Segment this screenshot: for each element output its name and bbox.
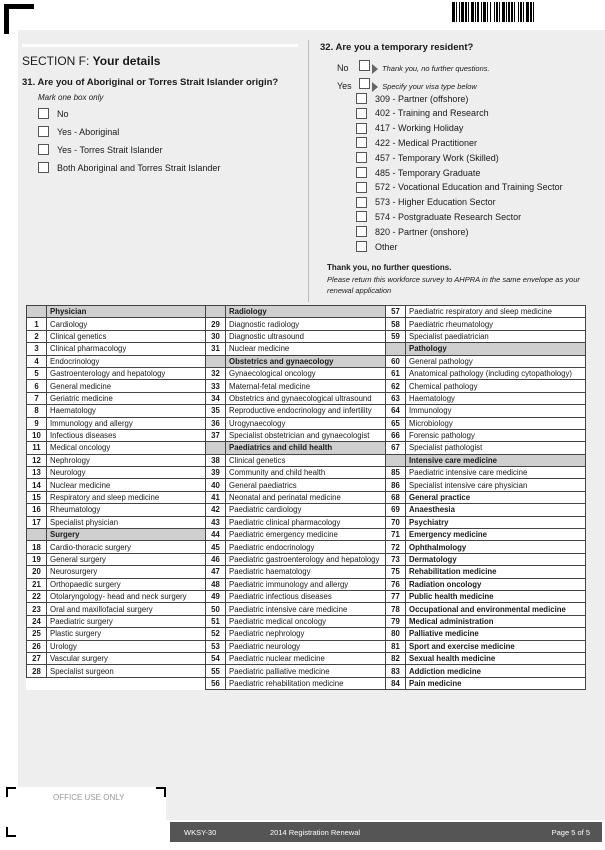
table-row — [27, 306, 586, 318]
visa-option[interactable]: 572 - Vocational Education and Training Sector — [356, 182, 563, 193]
specialty-code: 81 — [386, 640, 406, 652]
specialty-code: 21 — [27, 578, 47, 590]
specialty-code: 72 — [386, 541, 406, 553]
footer-bar — [170, 822, 602, 842]
specialty-name: Microbiology — [406, 417, 586, 429]
specialty-code: 3 — [27, 343, 47, 355]
checkbox[interactable] — [356, 211, 367, 222]
specialty-code: 38 — [206, 454, 226, 466]
barcode — [452, 2, 602, 22]
specialty-code: 4 — [27, 355, 47, 367]
question-31: 31. Are you of Aboriginal or Torres Strait Islander origin? — [22, 77, 279, 88]
specialty-name: Clinical genetics — [226, 454, 386, 466]
specialty-name: Paediatric endocrinology — [226, 541, 386, 553]
specialty-code: 80 — [386, 628, 406, 640]
specialty-code: 16 — [27, 504, 47, 516]
specialty-name: Paediatric emergency medicine — [226, 529, 386, 541]
checkbox[interactable] — [356, 167, 367, 178]
checkbox[interactable] — [356, 197, 367, 208]
table-row — [27, 355, 586, 367]
specialty-name: Occupational and environmental medicine — [406, 603, 586, 615]
table-row — [27, 628, 586, 640]
specialty-name: General surgery — [47, 553, 206, 565]
specialty-name: Forensic pathology — [406, 429, 586, 441]
table-row — [27, 553, 586, 565]
table-row — [27, 640, 586, 652]
specialty-name: Paediatric palliative medicine — [226, 665, 386, 677]
specialty-name: Specialist pathologist — [406, 442, 586, 454]
specialty-name: Paediatric surgery — [47, 615, 206, 627]
specialty-code: 33 — [206, 380, 226, 392]
specialty-group-header: Surgery — [47, 529, 206, 541]
specialty-code: 49 — [206, 590, 226, 602]
arrow-icon — [372, 82, 378, 92]
specialty-name: Pain medicine — [406, 677, 586, 689]
specialty-name: Ophthalmology — [406, 541, 586, 553]
specialty-name: Otolaryngology- head and neck surgery — [47, 590, 206, 602]
specialty-code: 82 — [386, 652, 406, 664]
specialty-name: Paediatric nephrology — [226, 628, 386, 640]
visa-option[interactable]: 573 - Higher Education Sector — [356, 197, 496, 208]
specialty-code: 50 — [206, 603, 226, 615]
specialty-code: 76 — [386, 578, 406, 590]
specialty-code: 59 — [386, 330, 406, 342]
specialty-name: Paediatric neurology — [226, 640, 386, 652]
specialty-code: 29 — [206, 318, 226, 330]
specialty-name: Sport and exercise medicine — [406, 640, 586, 652]
specialty-code: 71 — [386, 529, 406, 541]
table-row — [27, 578, 586, 590]
specialty-name: Cardio-thoracic surgery — [47, 541, 206, 553]
specialty-code: 47 — [206, 566, 226, 578]
specialty-name: Obstetrics and gynaecological ultrasound — [226, 392, 386, 404]
specialty-code: 41 — [206, 491, 226, 503]
thanks-text: Thank you, no further questions. — [327, 263, 452, 272]
specialty-name: Rheumatology — [47, 504, 206, 516]
specialty-code: 13 — [27, 467, 47, 479]
specialty-name: Paediatric infectious diseases — [226, 590, 386, 602]
specialty-code: 56 — [206, 677, 226, 689]
specialty-code: 7 — [27, 392, 47, 404]
specialty-name: Addiction medicine — [406, 665, 586, 677]
specialty-code: 57 — [386, 306, 406, 318]
specialty-name: Endocrinology — [47, 355, 206, 367]
specialty-name: Sexual health medicine — [406, 652, 586, 664]
specialty-code: 79 — [386, 615, 406, 627]
table-row — [27, 454, 586, 466]
specialty-code: 86 — [386, 479, 406, 491]
specialty-name: Medical administration — [406, 615, 586, 627]
specialty-name: Neonatal and perinatal medicine — [226, 491, 386, 503]
checkbox[interactable] — [38, 108, 49, 119]
specialty-name: Urology — [47, 640, 206, 652]
specialty-name: Paediatric immunology and allergy — [226, 578, 386, 590]
specialty-name: Psychiatry — [406, 516, 586, 528]
checkbox-no[interactable] — [359, 60, 370, 71]
specialty-code: 22 — [27, 590, 47, 602]
visa-option[interactable]: 309 - Partner (offshore) — [356, 93, 468, 104]
office-use-label: OFFICE USE ONLY — [53, 793, 125, 802]
specialty-name: Paediatric respiratory and sleep medicine — [406, 306, 586, 318]
specialty-name: Gastroenterology and hepatology — [47, 367, 206, 379]
checkbox[interactable] — [356, 137, 367, 148]
specialty-name: Haematology — [47, 405, 206, 417]
specialty-name: Respiratory and sleep medicine — [47, 491, 206, 503]
table-row — [27, 491, 586, 503]
specialty-code: 9 — [27, 417, 47, 429]
specialty-code: 48 — [206, 578, 226, 590]
specialty-name: Gynaecological oncology — [226, 367, 386, 379]
form-code: WKSY-30 — [184, 828, 217, 837]
table-row — [27, 330, 586, 342]
table-row — [27, 529, 586, 541]
section-title: SECTION F: Your details — [22, 54, 161, 68]
option-torres-strait[interactable]: Yes - Torres Strait Islander — [38, 144, 163, 155]
specialty-code: 15 — [27, 491, 47, 503]
specialty-code: 85 — [386, 467, 406, 479]
specialty-code — [206, 355, 226, 367]
specialty-code: 58 — [386, 318, 406, 330]
specialty-name: Chemical pathology — [406, 380, 586, 392]
specialty-code: 84 — [386, 677, 406, 689]
specialty-name: Paediatric haematology — [226, 566, 386, 578]
specialty-code: 44 — [206, 529, 226, 541]
table-row — [27, 652, 586, 664]
table-row — [27, 343, 586, 355]
specialty-code: 73 — [386, 553, 406, 565]
specialty-code: 60 — [386, 355, 406, 367]
specialty-code: 10 — [27, 429, 47, 441]
checkbox[interactable] — [356, 123, 367, 134]
specialty-code — [386, 343, 406, 355]
table-row — [27, 417, 586, 429]
specialty-name: Specialist intensive care physician — [406, 479, 586, 491]
specialty-code: 14 — [27, 479, 47, 491]
table-row — [27, 479, 586, 491]
specialty-name: Urogynaecology — [226, 417, 386, 429]
specialty-name: Community and child health — [226, 467, 386, 479]
specialty-code: 39 — [206, 467, 226, 479]
specialty-code — [386, 454, 406, 466]
specialty-table — [26, 305, 586, 690]
specialty-code: 43 — [206, 516, 226, 528]
specialty-group-header: Physician — [47, 306, 206, 318]
specialty-name: Palliative medicine — [406, 628, 586, 640]
specialty-name: Oral and maxillofacial surgery — [47, 603, 206, 615]
specialty-code: 46 — [206, 553, 226, 565]
checkbox[interactable] — [356, 152, 367, 163]
table-row — [27, 504, 586, 516]
visa-option[interactable]: Other — [356, 241, 398, 252]
specialty-name: Haematology — [406, 392, 586, 404]
specialty-code — [206, 442, 226, 454]
table-row — [27, 467, 586, 479]
specialty-name: Rehabilitation medicine — [406, 566, 586, 578]
specialty-code: 28 — [27, 665, 47, 677]
office-use-box — [6, 787, 166, 837]
table-row — [27, 566, 586, 578]
specialty-code: 83 — [386, 665, 406, 677]
option-no[interactable]: No — [38, 108, 69, 119]
specialty-code: 2 — [27, 330, 47, 342]
table-row — [27, 615, 586, 627]
specialty-code: 23 — [27, 603, 47, 615]
table-row — [27, 541, 586, 553]
checkbox[interactable] — [356, 93, 367, 104]
specialty-name: Paediatric gastroenterology and hepatology — [226, 553, 386, 565]
specialty-name: Geriatric medicine — [47, 392, 206, 404]
page-number: Page 5 of 5 — [551, 828, 590, 837]
specialty-code: 55 — [206, 665, 226, 677]
specialty-code: 35 — [206, 405, 226, 417]
specialty-code: 62 — [386, 380, 406, 392]
specialty-code: 32 — [206, 367, 226, 379]
specialty-name: Clinical genetics — [47, 330, 206, 342]
specialty-name: Reproductive endocrinology and infertility — [226, 405, 386, 417]
specialty-code: 68 — [386, 491, 406, 503]
specialty-name: Diagnostic ultrasound — [226, 330, 386, 342]
specialty-code: 66 — [386, 429, 406, 441]
checkbox[interactable] — [356, 226, 367, 237]
specialty-code: 26 — [27, 640, 47, 652]
specialty-name: Paediatric clinical pharmacology — [226, 516, 386, 528]
option-aboriginal[interactable]: Yes - Aboriginal — [38, 126, 119, 137]
specialty-code: 31 — [206, 343, 226, 355]
visa-option[interactable]: 820 - Partner (onshore) — [356, 226, 469, 237]
specialty-name: Radiation oncology — [406, 578, 586, 590]
form-title: 2014 Registration Renewal — [270, 828, 361, 837]
table-row — [27, 442, 586, 454]
specialty-code: 64 — [386, 405, 406, 417]
specialty-name: Paediatric cardiology — [226, 504, 386, 516]
section-divider — [22, 44, 298, 47]
table-row — [27, 318, 586, 330]
specialty-code: 51 — [206, 615, 226, 627]
specialty-code — [27, 306, 47, 318]
visa-option[interactable]: 457 - Temporary Work (Skilled) — [356, 152, 499, 163]
specialty-name: Plastic surgery — [47, 628, 206, 640]
specialty-code: 63 — [386, 392, 406, 404]
specialty-group-header: Radiology — [226, 306, 386, 318]
specialty-code: 25 — [27, 628, 47, 640]
specialty-code: 8 — [27, 405, 47, 417]
specialty-name: Diagnostic radiology — [226, 318, 386, 330]
table-row — [27, 405, 586, 417]
specialty-code — [27, 529, 47, 541]
specialty-name: Specialist paediatrician — [406, 330, 586, 342]
table-row — [27, 516, 586, 528]
checkbox-yes[interactable] — [359, 78, 370, 89]
specialty-name: Nephrology — [47, 454, 206, 466]
specialty-name: Emergency medicine — [406, 529, 586, 541]
specialty-name: Nuclear medicine — [47, 479, 206, 491]
specialty-code: 34 — [206, 392, 226, 404]
specialty-code: 77 — [386, 590, 406, 602]
no-row[interactable]: No Thank you, no further questions. — [337, 60, 490, 74]
table-row — [27, 677, 586, 689]
table-row — [27, 429, 586, 441]
specialty-name: Cardiology — [47, 318, 206, 330]
arrow-icon — [372, 64, 378, 74]
specialty-name: General practice — [406, 491, 586, 503]
specialty-name: General paediatrics — [226, 479, 386, 491]
specialty-code: 24 — [27, 615, 47, 627]
specialty-code: 18 — [27, 541, 47, 553]
specialty-code: 61 — [386, 367, 406, 379]
checkbox[interactable] — [38, 126, 49, 137]
specialty-code: 6 — [27, 380, 47, 392]
specialty-name: Clinical pharmacology — [47, 343, 206, 355]
visa-option[interactable]: 574 - Postgraduate Research Sector — [356, 211, 521, 222]
specialty-name: Specialist obstetrician and gynaecologist — [226, 429, 386, 441]
specialty-name: Public health medicine — [406, 590, 586, 602]
specialty-code: 53 — [206, 640, 226, 652]
table-row — [27, 392, 586, 404]
specialty-name: Paediatric rehabilitation medicine — [226, 677, 386, 689]
checkbox[interactable] — [38, 144, 49, 155]
specialty-group-header: Obstetrics and gynaecology — [226, 355, 386, 367]
specialty-code: 27 — [27, 652, 47, 664]
visa-option[interactable]: 422 - Medical Practitioner — [356, 137, 477, 148]
specialty-code: 70 — [386, 516, 406, 528]
specialty-code: 69 — [386, 504, 406, 516]
specialty-name: Neurology — [47, 467, 206, 479]
specialty-code: 75 — [386, 566, 406, 578]
specialty-name: Anatomical pathology (including cytopathology) — [406, 367, 586, 379]
checkbox[interactable] — [38, 162, 49, 173]
specialty-code: 45 — [206, 541, 226, 553]
table-row — [27, 603, 586, 615]
specialty-name: Immunology and allergy — [47, 417, 206, 429]
specialty-code: 1 — [27, 318, 47, 330]
return-note: Please return this workforce survey to AHPRA in the same envelope as your renewal application — [327, 275, 580, 295]
specialty-name: Neurosurgery — [47, 566, 206, 578]
table-row — [27, 665, 586, 677]
specialty-name: Paediatric nuclear medicine — [226, 652, 386, 664]
table-row — [27, 367, 586, 379]
specialty-code: 37 — [206, 429, 226, 441]
specialty-code: 11 — [27, 442, 47, 454]
option-both[interactable]: Both Aboriginal and Torres Strait Islander — [38, 162, 220, 173]
visa-option[interactable]: 417 - Working Holiday — [356, 123, 463, 134]
question-31-hint: Mark one box only — [38, 93, 104, 102]
specialty-code: 52 — [206, 628, 226, 640]
specialty-name: Medical oncology — [47, 442, 206, 454]
specialty-name: Specialist surgeon — [47, 665, 206, 677]
specialty-name: Paediatric medical oncology — [226, 615, 386, 627]
yes-row[interactable]: Yes Specify your visa type below — [337, 78, 477, 92]
question-32: 32. Are you a temporary resident? — [320, 42, 474, 53]
specialty-code: 42 — [206, 504, 226, 516]
specialty-code: 54 — [206, 652, 226, 664]
specialty-code: 78 — [386, 603, 406, 615]
specialty-code: 36 — [206, 417, 226, 429]
specialty-code — [206, 306, 226, 318]
specialty-code: 20 — [27, 566, 47, 578]
specialty-name: Maternal-fetal medicine — [226, 380, 386, 392]
checkbox[interactable] — [356, 182, 367, 193]
specialty-name: Immunology — [406, 405, 586, 417]
specialty-name: Vascular surgery — [47, 652, 206, 664]
specialty-name: Specialist physician — [47, 516, 206, 528]
specialty-name: Anaesthesia — [406, 504, 586, 516]
specialty-name: Nuclear medicine — [226, 343, 386, 355]
specialty-name: Paediatric intensive care medicine — [226, 603, 386, 615]
specialty-group-header: Intensive care medicine — [406, 454, 586, 466]
specialty-code: 19 — [27, 553, 47, 565]
specialty-name: General medicine — [47, 380, 206, 392]
visa-option[interactable]: 485 - Temporary Graduate — [356, 167, 480, 178]
checkbox[interactable] — [356, 241, 367, 252]
specialty-code: 65 — [386, 417, 406, 429]
visa-option[interactable]: 402 - Training and Research — [356, 108, 489, 119]
checkbox[interactable] — [356, 108, 367, 119]
specialty-name: Paediatric intensive care medicine — [406, 467, 586, 479]
table-row — [27, 380, 586, 392]
specialty-name: Dermatology — [406, 553, 586, 565]
specialty-group-header: Paediatrics and child health — [226, 442, 386, 454]
specialty-code: 5 — [27, 367, 47, 379]
specialty-name: Infectious diseases — [47, 429, 206, 441]
specialty-name: General pathology — [406, 355, 586, 367]
specialty-name: Orthopaedic surgery — [47, 578, 206, 590]
specialty-code: 30 — [206, 330, 226, 342]
column-divider — [308, 40, 309, 302]
specialty-group-header: Pathology — [406, 343, 586, 355]
specialty-name: Paediatric rheumatology — [406, 318, 586, 330]
table-row — [27, 590, 586, 602]
specialty-code: 67 — [386, 442, 406, 454]
specialty-code: 40 — [206, 479, 226, 491]
specialty-code: 17 — [27, 516, 47, 528]
specialty-code: 12 — [27, 454, 47, 466]
